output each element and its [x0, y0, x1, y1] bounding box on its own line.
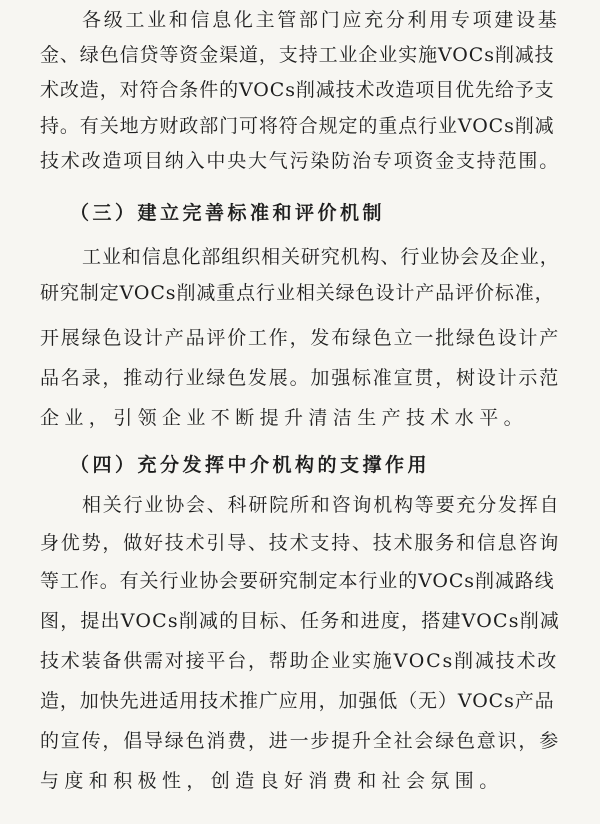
- paragraph-3-line-3: 等工作。有关行业协会要研究制定本行业的VOCs削减路线: [40, 570, 555, 592]
- paragraph-3-line-5: 技术装备供需对接平台，帮助企业实施VOCs削减技术改: [40, 650, 559, 672]
- paragraph-1-line-4: 持。有关地方财政部门可将符合规定的重点行业VOCs削减: [40, 115, 555, 137]
- paragraph-2-line-2: 研究制定VOCs削减重点行业相关绿色设计产品评价标准，: [40, 282, 555, 304]
- paragraph-2-line-4: 品名录，推动行业绿色发展。加强标准宣贯，树设计示范: [40, 367, 561, 389]
- paragraph-3-line-2: 身优势，做好技术引导、技术支持、技术服务和信息咨询: [40, 532, 561, 554]
- paragraph-1-line-1: 各级工业和信息化主管部门应充分利用专项建设基: [82, 9, 560, 31]
- paragraph-3-line-6: 造，加快先进适用技术推广应用，加强低（无）VOCs产品: [40, 690, 555, 712]
- paragraph-3-line-1: 相关行业协会、科研院所和咨询机构等要充分发挥自: [82, 494, 561, 516]
- paragraph-3-line-4: 图，提出VOCs削减的目标、任务和进度，搭建VOCs削减: [40, 610, 561, 632]
- paragraph-2-line-3: 开展绿色设计产品评价工作，发布绿色立一批绿色设计产: [40, 327, 561, 349]
- paragraph-1-line-2: 金、绿色信贷等资金渠道，支持工业企业实施VOCs削减技: [40, 44, 555, 66]
- paragraph-3-line-7: 的宣传，倡导绿色消费，进一步提升全社会绿色意识，参: [40, 730, 561, 752]
- paragraph-2-line-5: 企业，引领企业不断提升清洁生产技术水平。: [40, 407, 529, 429]
- paragraph-2-line-1: 工业和信息化部组织相关研究机构、行业协会及企业，: [82, 246, 560, 268]
- section-heading-4: （四）充分发挥中介机构的支撑作用: [70, 454, 431, 476]
- paragraph-1-line-3: 术改造，对符合条件的VOCs削减技术改造项目优先给予支: [40, 79, 555, 101]
- section-heading-3: （三）建立完善标准和评价机制: [70, 202, 386, 224]
- paragraph-3-line-8: 与度和积极性，创造良好消费和社会氛围。: [40, 770, 504, 792]
- paragraph-1-line-5: 技术改造项目纳入中央大气污染防治专项资金支持范围。: [40, 150, 561, 172]
